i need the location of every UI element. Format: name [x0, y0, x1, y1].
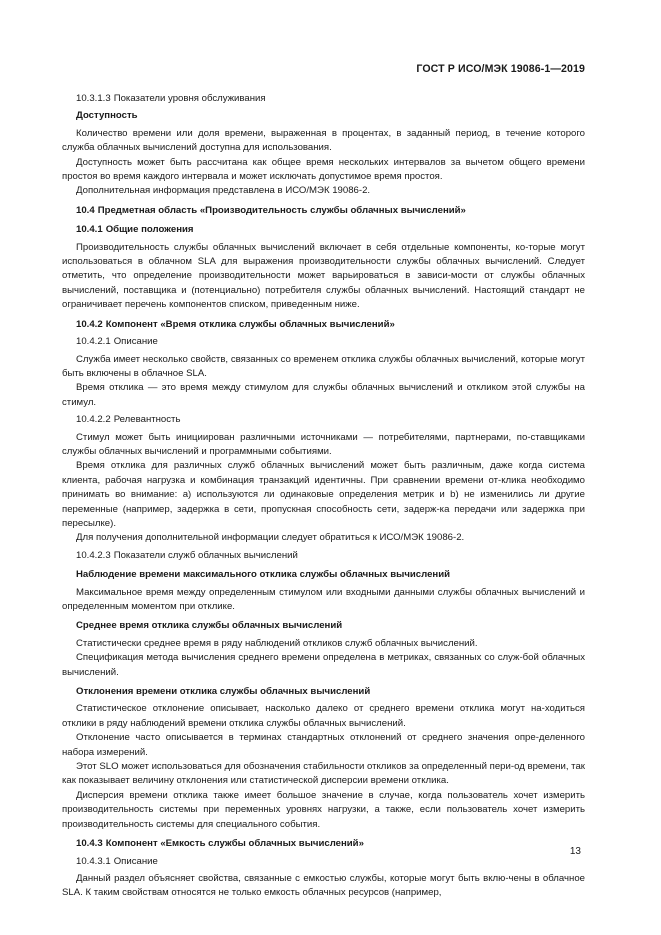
paragraph: Служба имеет несколько свойств, связанных со временем отклика службы облачных вычислений, которые могут быть включены в облачное SLA. [62, 353, 585, 379]
section-heading [62, 223, 585, 237]
section-title: Показатели уровня обслуживания [113, 93, 266, 104]
section-heading [62, 837, 585, 851]
document-code-header: ГОСТ Р ИСО/МЭК 19086-1—2019 [416, 63, 585, 75]
section-number: 10.3.1.3 [76, 93, 111, 104]
section-number: 10.4.2 [76, 318, 103, 330]
paragraph: Спецификация метода вычисления среднего времени определена в метриках, связанных со служ-бой облачных вычислений. [62, 652, 585, 678]
paragraph: Статистическое отклонение описывает, насколько далеко от среднего времени отклика могут на-ходиться отклики в ряду наблюдений времени отклика службы облачных вычислений. [62, 703, 585, 729]
section-number: 10.4.2.3 [76, 549, 111, 561]
section-heading [62, 318, 585, 332]
document-body [62, 92, 585, 901]
section-number: 10.4.1 [76, 224, 103, 236]
section-title: Описание [113, 336, 158, 348]
paragraph: Отклонение часто описывается в терминах стандартных отклонений от среднего значения опре-деленного набора измерений. [62, 732, 585, 758]
subsection-heading [62, 855, 585, 869]
paragraph: Время отклика для различных служб облачных вычислений может быть различным, даже когда система клиента, рабочая нагрузка и комбинация транзакций идентичны. При сравнении времени от-клика необходимо принимать во внимание: a) используются ли одинаковые определения метрик и b) не изменились ли другие переменные (например, задержка в сети, пропускная способность сети, задерж-ка передачи или задержка при пересылке). [62, 460, 585, 529]
paragraph: Производительность службы облачных вычислений включает в себя отдельные компоненты, ко-торые могут использоваться в облачном SLA для выражения производительности службы облачных вычислений. Следует отметить, что определение производительности может варьироваться в зависи-мости от службы облачных вычислений, поставщика и (потенциально) потребителя службы облачных вычислений. Настоящий стандарт не ограничивает перечень компонентов списком, приведенным ниже. [62, 241, 585, 311]
paragraph: Для получения дополнительной информации следует обратиться к ИСО/МЭК 19086-2. [76, 532, 465, 544]
paragraph: Доступность может быть рассчитана как общее время нескольких интервалов за вычетом общего времени простоя во время каждого интервала и может исключать допустимое время простоя. [62, 156, 585, 183]
section-title: Описание [113, 855, 158, 867]
subsection-heading [62, 549, 585, 563]
paragraph: Данный раздел объясняет свойства, связанные с емкостью службы, которые могут быть вклю-чены в облачное SLA. К таким свойствам относятся не только емкость облачных ресурсов (например, [62, 872, 585, 899]
paragraph: Количество времени или доля времени, выраженная в процентах, в заданный период, в течение которого служба облачных вычислений доступна для использования. [62, 127, 585, 154]
subsection-heading [62, 413, 585, 427]
section-heading [62, 204, 585, 218]
paragraph: Максимальное время между определенным стимулом или входными данными службы облачных вычислений и определенным моментом при отклике. [62, 586, 585, 612]
subsection-heading [62, 92, 585, 106]
section-title: Предметная область «Производительность службы облачных вычислений» [97, 204, 466, 216]
section-number: 10.4.2.1 [76, 336, 111, 348]
section-title: Компонент «Время отклика службы облачных вычислений» [105, 318, 395, 330]
bold-subheading: Доступность [76, 110, 138, 122]
paragraph: Этот SLO может использоваться для обозначения стабильности откликов за определенный пери-од времени, так как показывает величину отклонения или статистической дисперсии времени отклика. [62, 761, 585, 787]
section-title: Показатели служб облачных вычислений [113, 549, 298, 561]
paragraph: Стимул может быть инициирован различными источниками — потребителями, партнерами, по-ставщиками службы облачных вычислений и программными событиями. [62, 431, 585, 457]
section-number: 10.4 [76, 204, 95, 216]
page-number: 13 [569, 846, 581, 857]
paragraph: Время отклика — это время между стимулом для службы облачных вычислений и откликом этой службы на стимул. [62, 382, 585, 408]
section-number: 10.4.3 [76, 838, 103, 850]
paragraph: Дисперсия времени отклика также имеет большое значение в случае, когда пользователь хочет измерить производительность системы при переменных уровнях нагрузки, а также, если пользователь хочет измерить производительность системы для специального события. [62, 789, 585, 830]
bold-subheading: Отклонения времени отклика службы облачных вычислений [76, 686, 371, 698]
paragraph: Дополнительная информация представлена в ИСО/МЭК 19086-2. [76, 185, 371, 197]
section-title: Компонент «Емкость службы облачных вычислений» [105, 838, 364, 850]
paragraph: Статистически среднее время в ряду наблюдений откликов служб облачных вычислений. [76, 637, 478, 649]
subsection-heading [62, 335, 585, 349]
section-number: 10.4.2.2 [76, 414, 111, 426]
section-number: 10.4.3.1 [76, 855, 111, 867]
section-title: Релевантность [113, 414, 181, 426]
bold-subheading: Наблюдение времени максимального отклика службы облачных вычислений [76, 569, 451, 581]
bold-subheading: Среднее время отклика службы облачных вычислений [76, 620, 343, 632]
section-title: Общие положения [105, 224, 194, 236]
